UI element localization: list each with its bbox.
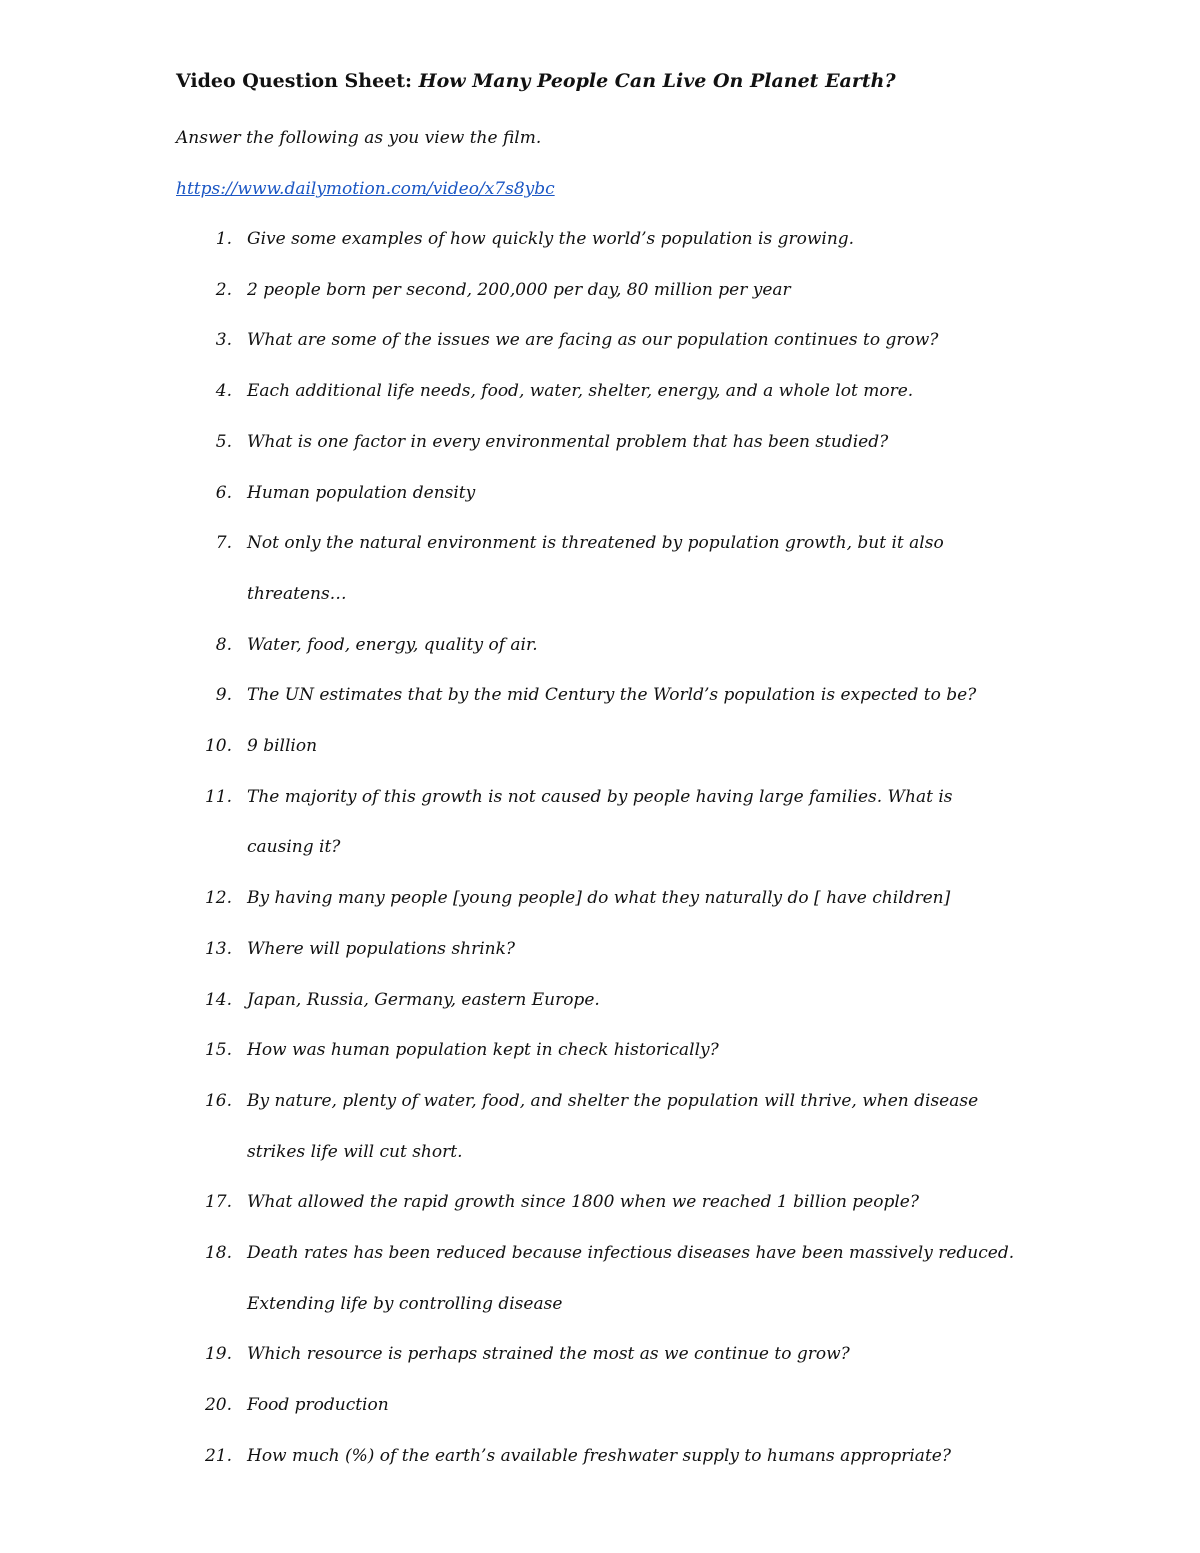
list-item-number: 5. bbox=[215, 431, 232, 452]
list-item-number: 16. bbox=[204, 1090, 232, 1111]
list-item-number: 21. bbox=[204, 1445, 232, 1466]
page-title bbox=[176, 70, 896, 92]
list-item-text: What are some of the issues we are facing as our population continues to grow? bbox=[247, 330, 939, 351]
list-item-number: 19. bbox=[204, 1344, 232, 1365]
list-item-text: How was human population kept in check historically? bbox=[247, 1040, 719, 1061]
list-item-number: 6. bbox=[215, 482, 232, 503]
list-item-text: What allowed the rapid growth since 1800 when we reached 1 billion people? bbox=[247, 1192, 919, 1213]
list-item-text: By nature, plenty of water, food, and shelter the population will thrive, when disease bbox=[247, 1090, 979, 1111]
list-item-text: What is one factor in every environmental problem that has been studied? bbox=[247, 431, 889, 452]
list-item-text: How much (%) of the earth’s available freshwater supply to humans appropriate? bbox=[247, 1445, 951, 1466]
list-item-number: 9. bbox=[215, 685, 232, 706]
list-item-number: 7. bbox=[215, 533, 232, 554]
list-item-number: 15. bbox=[204, 1040, 232, 1061]
list-item-text: The majority of this growth is not caused by people having large families. What is bbox=[247, 786, 953, 807]
list-item-text: 2 people born per second, 200,000 per day, 80 million per year bbox=[247, 279, 791, 300]
list-item-number: 18. bbox=[204, 1243, 232, 1263]
list-item-text: strikes life will cut short. bbox=[247, 1141, 463, 1162]
list-item-text: Extending life by controlling disease bbox=[247, 1293, 563, 1314]
list-item-text: Where will populations shrink? bbox=[247, 938, 516, 959]
list-item-number: 14. bbox=[204, 989, 232, 1010]
instructions-text: Answer the following as you view the film. bbox=[176, 128, 542, 148]
list-item-text: Not only the natural environment is threatened by population growth, but it also bbox=[247, 533, 944, 554]
list-item-number: 1. bbox=[215, 229, 232, 249]
title-prefix: Video Question Sheet: bbox=[176, 70, 419, 92]
list-item-text: By having many people [young people] do what they naturally do [ have children] bbox=[247, 888, 951, 909]
list-item-text: Water, food, energy, quality of air. bbox=[247, 634, 538, 655]
list-item-number: 3. bbox=[215, 330, 232, 351]
list-item-text: Death rates has been reduced because infectious diseases have been massively reduced. bbox=[247, 1243, 1015, 1263]
list-item-text: causing it? bbox=[247, 837, 341, 858]
list-item-text: Which resource is perhaps strained the most as we continue to grow? bbox=[247, 1344, 850, 1365]
list-item-number: 13. bbox=[204, 938, 232, 959]
video-link[interactable]: https://www.dailymotion.com/video/x7s8ybc bbox=[176, 179, 555, 199]
list-item-number: 8. bbox=[215, 634, 232, 655]
list-item-text: threatens… bbox=[247, 583, 347, 604]
list-item-number: 20. bbox=[204, 1395, 232, 1416]
list-item-text: Human population density bbox=[247, 482, 476, 503]
title-video-name: How Many People Can Live On Planet Earth? bbox=[418, 70, 896, 92]
list-item-text: Food production bbox=[247, 1395, 389, 1416]
list-item-text: 9 billion bbox=[247, 736, 318, 756]
list-item-number: 10. bbox=[204, 736, 232, 756]
list-item-number: 2. bbox=[215, 279, 232, 300]
list-item-text: Give some examples of how quickly the world’s population is growing. bbox=[247, 229, 855, 249]
list-item-text: Each additional life needs, food, water, shelter, energy, and a whole lot more. bbox=[247, 381, 914, 402]
list-item-text: The UN estimates that by the mid Century the World’s population is expected to be? bbox=[247, 685, 977, 706]
list-item-text: Japan, Russia, Germany, eastern Europe. bbox=[247, 989, 600, 1010]
list-item-number: 12. bbox=[204, 888, 232, 909]
list-item-number: 4. bbox=[215, 381, 232, 402]
list-item-number: 11. bbox=[204, 786, 232, 807]
list-item-number: 17. bbox=[204, 1192, 232, 1213]
